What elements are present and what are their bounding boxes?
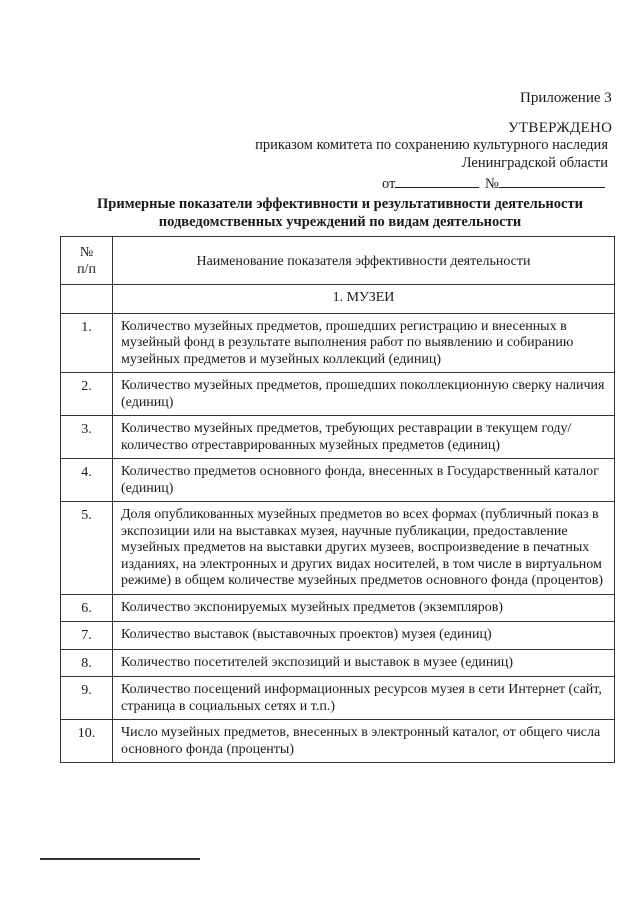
row-text: Количество музейных предметов, требующих реставрации в текущем году/количество отреставрированных музейных предметов (единиц) xyxy=(113,416,615,459)
row-num: 1. xyxy=(61,313,113,373)
document-title xyxy=(40,195,640,231)
row-num: 10. xyxy=(61,720,113,763)
table-row xyxy=(61,313,615,373)
table-row xyxy=(61,649,615,677)
row-num: 7. xyxy=(61,622,113,650)
order-date-number-line xyxy=(382,176,605,193)
date-blank xyxy=(395,187,479,188)
row-num: 2. xyxy=(61,373,113,416)
col-num-line-2: п/п xyxy=(77,261,96,277)
row-num: 8. xyxy=(61,649,113,677)
footnote-divider xyxy=(40,858,200,861)
row-text: Количество музейных предметов, прошедших регистрацию и внесенных в музейный фонд в результате выполнения работ по выявлению и собиранию музейных предметов и музейных коллекций (единиц) xyxy=(113,313,615,373)
table-row xyxy=(61,594,615,622)
row-text: Доля опубликованных музейных предметов во всех формах (публичный показ в экспозиции или на выставках музея, научные публикации, предоставление музейных предметов на выставки других музеев, воспроизведение в печатных изданиях, на электронных и других видах носителей, в том числе в виртуальном режиме) в общем количестве музейных предметов основного фонда (процентов) xyxy=(113,502,615,595)
row-num: 4. xyxy=(61,459,113,502)
row-num: 3. xyxy=(61,416,113,459)
date-prefix: от xyxy=(382,176,396,192)
row-text: Количество музейных предметов, прошедших поколлекционную сверку наличия (единиц) xyxy=(113,373,615,416)
table-row xyxy=(61,677,615,720)
row-text: Количество выставок (выставочных проектов) музея (единиц) xyxy=(113,622,615,650)
table-row xyxy=(61,416,615,459)
order-line-1: приказом комитета по сохранению культурного наследия xyxy=(255,137,608,153)
col-num-line-1: № xyxy=(79,245,94,260)
col-num-header xyxy=(61,237,113,285)
table-row xyxy=(61,622,615,650)
section-num-cell xyxy=(61,285,113,314)
section-row xyxy=(61,285,615,314)
row-text: Количество посещений информационных ресурсов музея в сети Интернет (сайт, страница в социальных сетях и т.п.) xyxy=(113,677,615,720)
appendix-label: Приложение 3 xyxy=(520,90,612,106)
title-line-2: подведомственных учреждений по видам деятельности xyxy=(158,214,522,230)
row-num: 5. xyxy=(61,502,113,595)
row-text: Количество экспонируемых музейных предметов (экземпляров) xyxy=(113,594,615,622)
row-num: 6. xyxy=(61,594,113,622)
col-name-header: Наименование показателя эффективности деятельности xyxy=(113,237,615,285)
approved-label: УТВЕРЖДЕНО xyxy=(508,120,613,136)
table-row xyxy=(61,720,615,763)
number-prefix: № xyxy=(485,176,499,192)
title-line-1: Примерные показатели эффективности и результативности деятельности xyxy=(97,196,583,212)
row-text: Количество предметов основного фонда, внесенных в Государственный каталог (единиц) xyxy=(113,459,615,502)
table-row xyxy=(61,373,615,416)
table-row xyxy=(61,459,615,502)
section-title: 1. МУЗЕИ xyxy=(113,285,615,314)
number-blank xyxy=(499,187,605,188)
row-text: Число музейных предметов, внесенных в электронный каталог, от общего числа основного фонда (проценты) xyxy=(113,720,615,763)
row-text: Количество посетителей экспозиций и выставок в музее (единиц) xyxy=(113,649,615,677)
order-line-2: Ленинградской области xyxy=(461,155,608,171)
indicators-table xyxy=(60,236,615,763)
row-num: 9. xyxy=(61,677,113,720)
table-row xyxy=(61,502,615,595)
table-header-row xyxy=(61,237,615,285)
